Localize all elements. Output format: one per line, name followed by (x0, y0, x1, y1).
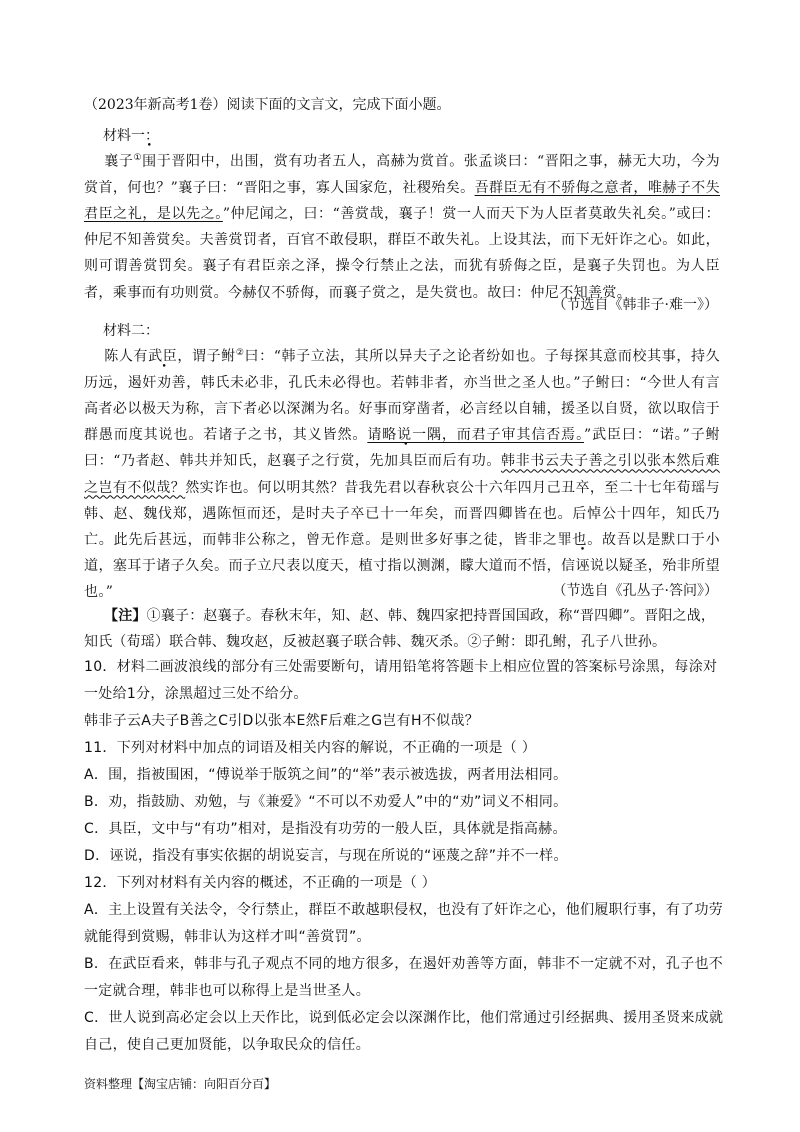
dotted-char-ju: 具 (398, 453, 414, 470)
note-label: 【注】 (104, 608, 147, 624)
question-10-stem: 10．材料二画波浪线的部分有三处需要断句，请用铅笔将答题卡上相应位置的答案标号涂黑，每涂对一处给1分，涂黑超过三处不给分。 (84, 659, 718, 702)
question-11 (84, 735, 724, 870)
question-12-stem: 12．下列对材料有关内容的概述，不正确的一项是（ ） (84, 875, 437, 891)
m2-text-1: 陈人有武臣，谓子鲋 (104, 348, 236, 365)
question-11-stem: 11．下列对材料中加点的词语及相关内容的解说，不正确的一项是（ ） (84, 740, 537, 756)
m2-underlined-sentence: 请略说一隅，而君子审其信否焉。 (367, 427, 585, 444)
m2-wavy-sentence: 韩非书云夫子善之引以张本然后难之岂有不似哉？ (84, 453, 721, 496)
dotted-char-wu: 诬 (575, 558, 590, 575)
q12-option-a: A．主上设置有关法令，令行禁止，群臣不敢越职侵权，也没有了奸诈之心，他们履职行事，有了功劳就能得到赏赐，韩非认为这样才叫“善赏罚”。 (84, 902, 724, 945)
m2-text-5: 臣而后有功。 (413, 453, 501, 470)
m1-underlined-sentence: 吾群臣无有不骄侮之意者，唯赫子不失君臣之礼，是以先之。 (84, 179, 720, 223)
q11-option-c: C．具臣，文中与“有功”相对，是指没有功劳的一般人臣，具体就是指高赫。 (84, 821, 567, 837)
question-12 (84, 870, 724, 1059)
material-1-text (84, 145, 720, 306)
m1-text-2: 于晋阳中，出围，赏有功者五人，高赫为赏首。张孟谈曰：“晋阳之事，赫无大功，今为赏首，何也？”襄子曰：“晋阳之事，寡人国家危，社稷殆矣。 (84, 153, 720, 196)
material-2-source: （节选自《孔丛子·答问》） (552, 583, 718, 599)
material-2-text (84, 340, 720, 606)
m2-text-6: 然实诈也。何以明其然？昔我先君以春秋哀公十六年四月己丑卒，至二十七年荀瑶与韩、赵、魏伐郑，遇陈恒而还，是时夫子卒已十一年矣，而晋四卿皆在也。后悼公十四年，知氏乃亡。此先后甚远，而韩非公称之，曾无作意。是则世多好事之徒，皆非之罪也。故吾以是默口于小道，塞耳于诸子久矣。而子立尺表以度天，植寸指以测渊，矇大道而不悟，信 (84, 479, 720, 575)
q11-option-a: A．围，指被围困，“傅说举于版筑之间”的“举”表示被选拔，两者用法相同。 (84, 767, 568, 783)
note-text: ①襄子：赵襄子。春秋末年，知、赵、韩、魏四家把持晋国国政，称“晋四卿”。晋阳之战，知氏（荀瑶）联合韩、魏攻赵，反被赵襄子联合韩、魏灭杀。②子鲋：即孔鲋，孔子八世孙。 (84, 608, 716, 650)
m1-text-3: ”仲尼闻之，曰：“善赏哉，襄子！赏一人而天下为人臣者莫敢失礼矣。”或曰：仲尼不知善赏矣。夫善赏罚者，百官不敢侵职，群臣不敢失礼。上设其法，而下无奸诈之心。如此，则可谓善赏罚矣。襄子有君臣亲之泽，操令行禁止之法，而犹有骄侮之臣，是襄子失罚也。为人臣者，乘事而有功则赏。今赫仅不骄侮，而襄子赏之，是失赏也。故曰：仲尼不知善赏。 (84, 206, 721, 301)
m1-text-1: 襄子 (104, 153, 134, 170)
material-2-label: 材料二： (103, 323, 159, 339)
q12-option-b: B．在武臣看来，韩非与孔子观点不同的地方很多，在遏奸劝善等方面，韩非不一定就不对，孔子也不一定就合理，韩非也可以称得上是当世圣人。 (84, 956, 724, 999)
footnote-1-marker: ① (133, 153, 143, 163)
material-1-label: 材料一： (103, 128, 159, 144)
m2-text-4: ”武臣曰：“诺。”子鲋曰：“乃者赵、韩共并知氏，赵襄子之行赏，先加 (84, 427, 721, 470)
footnote-2-marker: ② (235, 348, 245, 358)
question-10 (84, 654, 724, 735)
q11-option-d: D．诬说，指没有事实依据的胡说妄言，与现在所说的“诬蔑之辞”并不一样。 (84, 848, 568, 864)
dotted-char-quan: 劝 (157, 374, 172, 391)
m2-text-7: 说以疑圣，殆非所望也。” (84, 558, 720, 601)
m2-text-3: 善，韩氏未必非，孔氏未必得也。若韩非者，亦当世之圣人也。”子鲋曰：“今世人有言高者必以极天为称，言下者必以深渊为名。好事而穿凿者，必言经以自辅，援圣以自贤，欲以取信于群愚而度其说也。若诸子之书，其义皆然。 (84, 374, 721, 444)
material-1-source: （节选自《韩非子·难一》） (552, 297, 718, 313)
question-10-sentence: 韩非子云A夫子B善之C引D以张本E然F后难之G岂有H不似哉？ (84, 713, 480, 729)
q12-option-c: C．世人说到高必定会以上天作比，说到低必定会以深渊作比，他们常通过引经据典、援用圣贤来成就自己，使自己更加贤能，以争取民众的信任。 (84, 1010, 724, 1053)
intro-line: （2023年新高考1卷）阅读下面的文言文，完成下面小题。 (84, 97, 451, 113)
footnote (84, 603, 720, 655)
q11-option-b: B．劝，指鼓励、劝勉，与《兼爱》“不可以不劝爱人”中的“劝”词义不相同。 (84, 794, 568, 810)
footer-note: 资料整理【淘宝店铺：向阳百分百】 (84, 1077, 277, 1091)
dotted-char-wei: 围 (142, 153, 157, 170)
m2-text-2: 曰：“韩子立法，其所以异夫子之论者纷如也。子每探其意而校其事，持久历远，遏奸 (84, 348, 721, 391)
